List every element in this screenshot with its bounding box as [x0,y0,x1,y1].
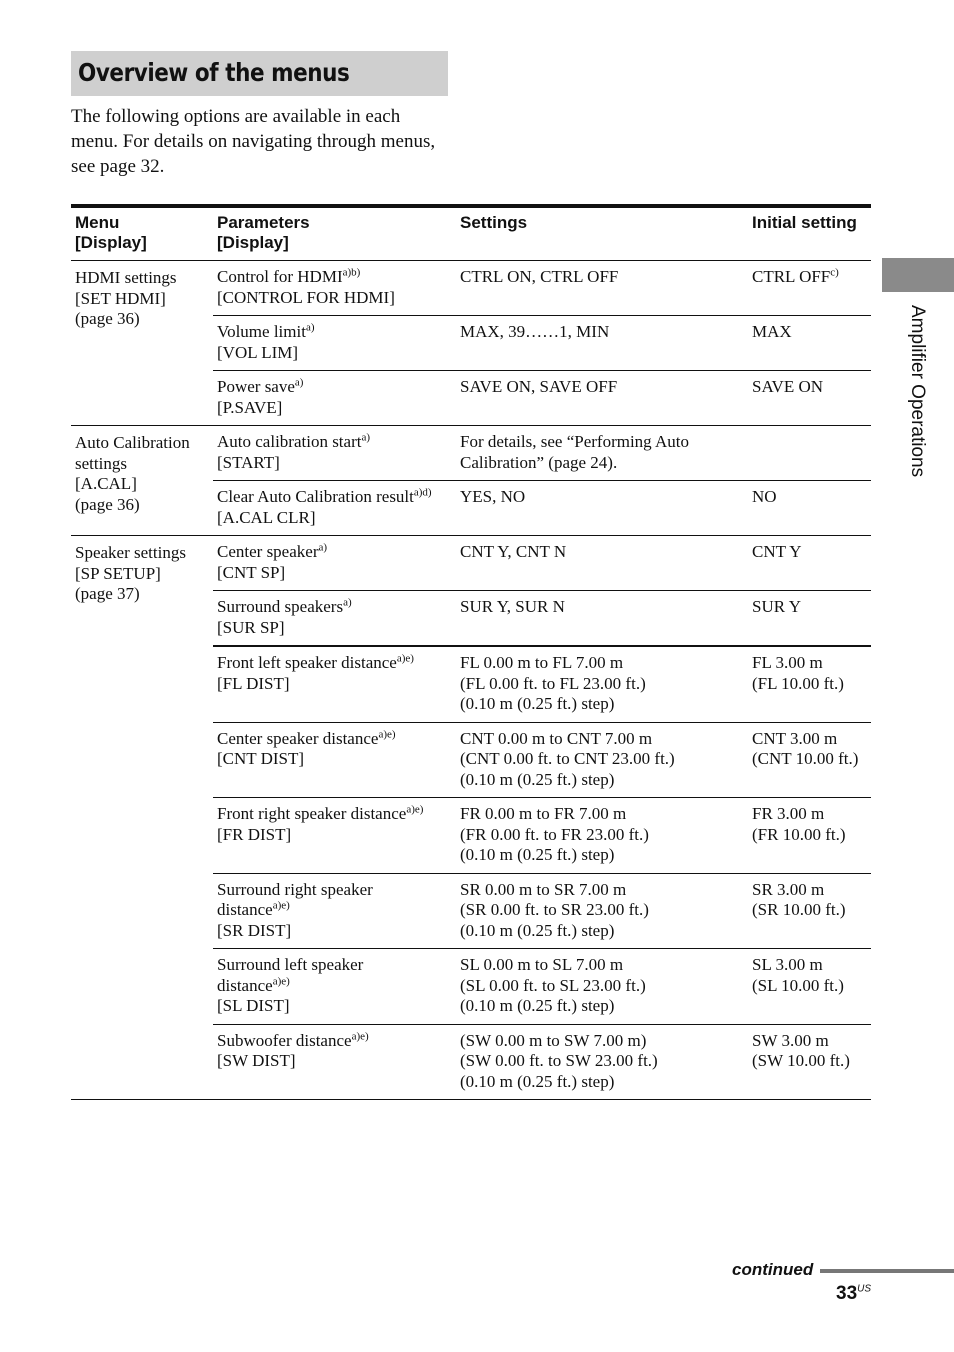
initial-setting-cell [748,426,871,481]
table-row [71,261,871,316]
footnote-marker: a) [318,541,328,554]
initial-setting-cell: CNT Y [748,536,871,591]
parameter-cell: Center speaker$^{a)}$ [CNT SP] [213,536,456,591]
footnote-marker: c) [830,266,839,279]
initial-setting-cell: SUR Y [748,591,871,647]
settings-cell: For details, see “Performing Auto Calibration” (page 24). [456,426,748,481]
header-settings: Settings [456,206,748,261]
settings-cell: CNT 0.00 m to CNT 7.00 m (CNT 0.00 ft. to CNT 23.00 ft.) (0.10 m (0.25 ft.) step) [456,722,748,798]
initial-setting-cell: NO [748,481,871,536]
settings-cell: SR 0.00 m to SR 7.00 m (SR 0.00 ft. to SR 23.00 ft.) (0.10 m (0.25 ft.) step) [456,873,748,949]
header-menu: Menu [Display] [71,206,213,261]
parameter-cell: Front right speaker distance$^{a)e)}$ [FR DIST] [213,798,456,874]
parameter-cell: Center speaker distance$^{a)e)}$ [CNT DIST] [213,722,456,798]
settings-cell: CTRL ON, CTRL OFF [456,261,748,316]
initial-setting-cell: SW 3.00 m (SW 10.00 ft.) [748,1024,871,1100]
initial-setting-cell: CNT 3.00 m (CNT 10.00 ft.) [748,722,871,798]
footnote-marker: a)e) [406,803,424,816]
parameter-cell: Front left speaker distance$^{a)e)}$ [FL DIST] [213,646,456,722]
parameter-cell: Control for $HDMI^{a)b)}$ [CONTROL FOR HDMI] [213,261,456,316]
continued-rule [820,1269,954,1273]
header-parameters: Parameters [Display] [213,206,456,261]
table-row [71,536,871,591]
footnote-marker: a) [361,431,371,444]
initial-setting-cell: SR 3.00 m (SR 10.00 ft.) [748,873,871,949]
table-row [71,426,871,481]
settings-cell: SUR Y, SUR N [456,591,748,647]
initial-setting-cell: SAVE ON [748,371,871,426]
page-title: Overview of the menus [78,58,350,87]
menu-cell: Auto Calibration settings [A.CAL] (page 36) [71,426,213,536]
initial-setting-cell: MAX [748,316,871,371]
menu-cell: HDMI settings [SET HDMI] (page 36) [71,261,213,426]
footnote-marker: a) [343,596,352,609]
parameter-cell: Clear Auto Calibration result$^{a)d)}$ [A.CAL CLR] [213,481,456,536]
footnote-marker: a)b) [342,266,361,279]
initial-setting-cell: FR 3.00 m (FR 10.00 ft.) [748,798,871,874]
parameter-cell: Auto calibration start$^{a)}$ [START] [213,426,456,481]
settings-cell: FL 0.00 m to FL 7.00 m (FL 0.00 ft. to FL 23.00 ft.) (0.10 m (0.25 ft.) step) [456,646,748,722]
parameter-cell: Subwoofer distance$^{a)e)}$ [SW DIST] [213,1024,456,1100]
continued-label: continued [732,1260,814,1279]
page-number: $33^{US}$ [836,1283,872,1304]
footnote-marker: a)e) [396,652,414,665]
settings-cell: (SW 0.00 m to SW 7.00 m) (SW 0.00 ft. to SW 23.00 ft.) (0.10 m (0.25 ft.) step) [456,1024,748,1100]
section-title-bar [71,51,448,96]
footnote-marker: a)e) [378,727,396,740]
menu-cell: Speaker settings [SP SETUP] (page 37) [71,536,213,1100]
footnote-marker: a) [305,321,315,334]
footnote-marker: a)d) [413,486,432,499]
parameter-cell: Surround right speaker distance$^{a)e)}$ [SR DIST] [213,873,456,949]
footnote-marker: a)e) [351,1029,369,1042]
settings-cell: CNT Y, CNT N [456,536,748,591]
section-tab-marker [882,258,954,292]
footnote-marker: a)e) [272,899,290,912]
initial-setting-cell: CTRL OFF$^{c)}$ [748,261,871,316]
page-suffix: US [857,1283,872,1295]
settings-cell: SL 0.00 m to SL 7.00 m (SL 0.00 ft. to SL 23.00 ft.) (0.10 m (0.25 ft.) step) [456,949,748,1025]
menus-table [71,204,871,1100]
footnote-marker: a) [294,376,304,389]
header-initial-setting: Initial setting [748,206,871,261]
initial-setting-cell: FL 3.00 m (FL 10.00 ft.) [748,646,871,722]
table-header-row [71,206,871,261]
initial-setting-cell: SL 3.00 m (SL 10.00 ft.) [748,949,871,1025]
settings-cell: MAX, 39……1, MIN [456,316,748,371]
footnote-marker: a)e) [272,974,290,987]
settings-cell: YES, NO [456,481,748,536]
settings-cell: FR 0.00 m to FR 7.00 m (FR 0.00 ft. to FR 23.00 ft.) (0.10 m (0.25 ft.) step) [456,798,748,874]
parameter-cell: Volume limit$^{a)}$ [VOL LIM] [213,316,456,371]
parameter-cell: Surround left speaker distance$^{a)e)}$ [SL DIST] [213,949,456,1025]
parameter-cell: Power save$^{a)}$ [P.SAVE] [213,371,456,426]
intro-paragraph: The following options are available in each menu. For details on navigating through menus, see page 32. [71,106,436,177]
settings-cell: SAVE ON, SAVE OFF [456,371,748,426]
side-section-label: Amplifier Operations [907,305,928,478]
parameter-cell: Surround speakers$^{a)}$ [SUR SP] [213,591,456,647]
